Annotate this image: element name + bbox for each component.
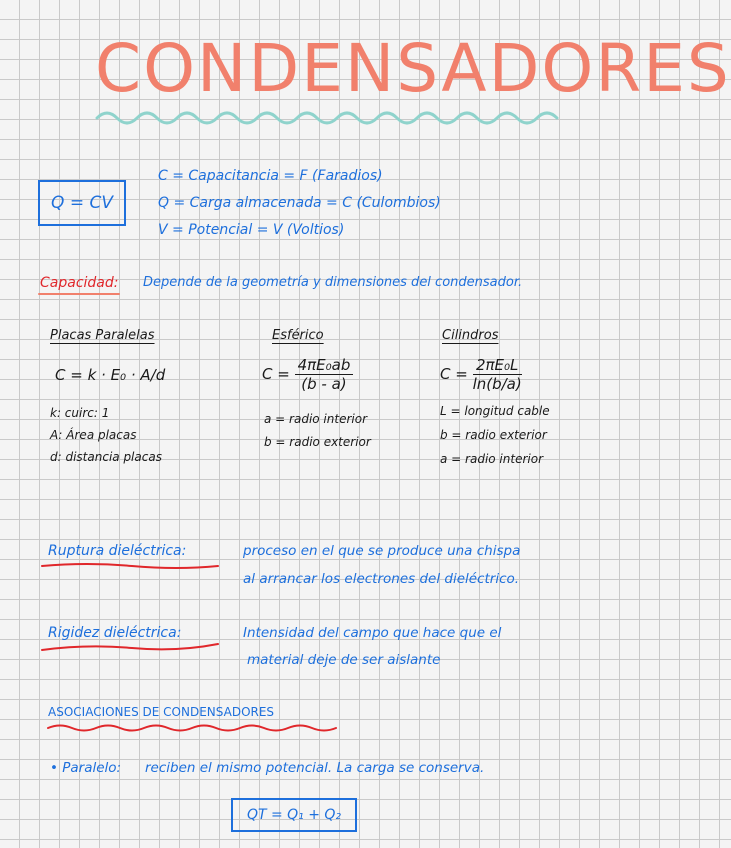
formula-esferico (262, 356, 353, 393)
capacidad-text: Depende de la geometría y dimensiones del condensador. (143, 275, 523, 290)
ruptura-label: Ruptura dieléctrica: (48, 543, 187, 559)
note-placas-k: k: cuirc: 1 (50, 406, 110, 420)
formula-placas: C = k · E₀ · A/d (55, 366, 166, 384)
capacidad-label: Capacidad: (40, 275, 119, 291)
title-wave-decoration (95, 105, 555, 131)
column-title-esferico: Esférico (272, 328, 324, 343)
total-charge-formula-box (231, 798, 357, 832)
definition-charge: Q = Carga almacenada = C (Culombios) (158, 195, 441, 211)
rigidez-underline (40, 642, 220, 654)
formula-placas-den: d (155, 366, 166, 384)
column-title-placas: Placas Paralelas (50, 328, 155, 343)
note-placas-distancia: d: distancia placas (50, 450, 162, 464)
formula-cilindros (440, 356, 522, 393)
formula-esferico-den: (b - a) (301, 375, 347, 393)
note-esferico-b: b = radio exterior (264, 435, 371, 449)
definition-capacitance: C = Capacitancia = F (Faradios) (158, 168, 383, 184)
capacidad-underline (38, 293, 120, 295)
definition-potential: V = Potencial = V (Voltios) (158, 222, 345, 238)
rigidez-line1: Intensidad del campo que hace que el (243, 625, 502, 641)
formula-placas-prefix: C = k · E₀ · (55, 366, 141, 384)
paralelo-text: reciben el mismo potencial. La carga se conserva. (145, 760, 485, 776)
rigidez-label: Rigidez dieléctrica: (48, 625, 182, 641)
main-formula: Q = CV (51, 193, 113, 213)
formula-esferico-num: 4πE₀ab (295, 356, 354, 375)
page-title: CONDENSADORES (95, 30, 731, 107)
asociaciones-underline (46, 722, 336, 734)
ruptura-line1: proceso en el que se produce una chispa (243, 543, 521, 559)
formula-cilindros-prefix: C = (440, 365, 473, 383)
formula-esferico-prefix: C = (262, 365, 295, 383)
ruptura-line2: al arrancar los electrones del dieléctrico. (243, 571, 520, 587)
asociaciones-heading: ASOCIACIONES DE CONDENSADORES (48, 705, 275, 719)
note-esferico-a: a = radio interior (264, 412, 368, 426)
formula-cilindros-den: ln(b/a) (472, 375, 522, 393)
note-cilindros-a: a = radio interior (440, 452, 544, 466)
formula-cilindros-num: 2πE₀L (473, 356, 522, 375)
note-cilindros-b: b = radio exterior (440, 428, 547, 442)
rigidez-line2: material deje de ser aislante (247, 652, 441, 668)
ruptura-underline (40, 560, 220, 572)
total-charge-formula: QT = Q₁ + Q₂ (246, 807, 342, 823)
note-cilindros-l: L = longitud cable (440, 404, 550, 418)
formula-placas-num: A (140, 366, 151, 384)
paralelo-label: • Paralelo: (50, 760, 122, 776)
note-placas-area: A: Área placas (50, 428, 137, 442)
main-formula-box (38, 180, 126, 226)
column-title-cilindros: Cilindros (442, 328, 499, 343)
